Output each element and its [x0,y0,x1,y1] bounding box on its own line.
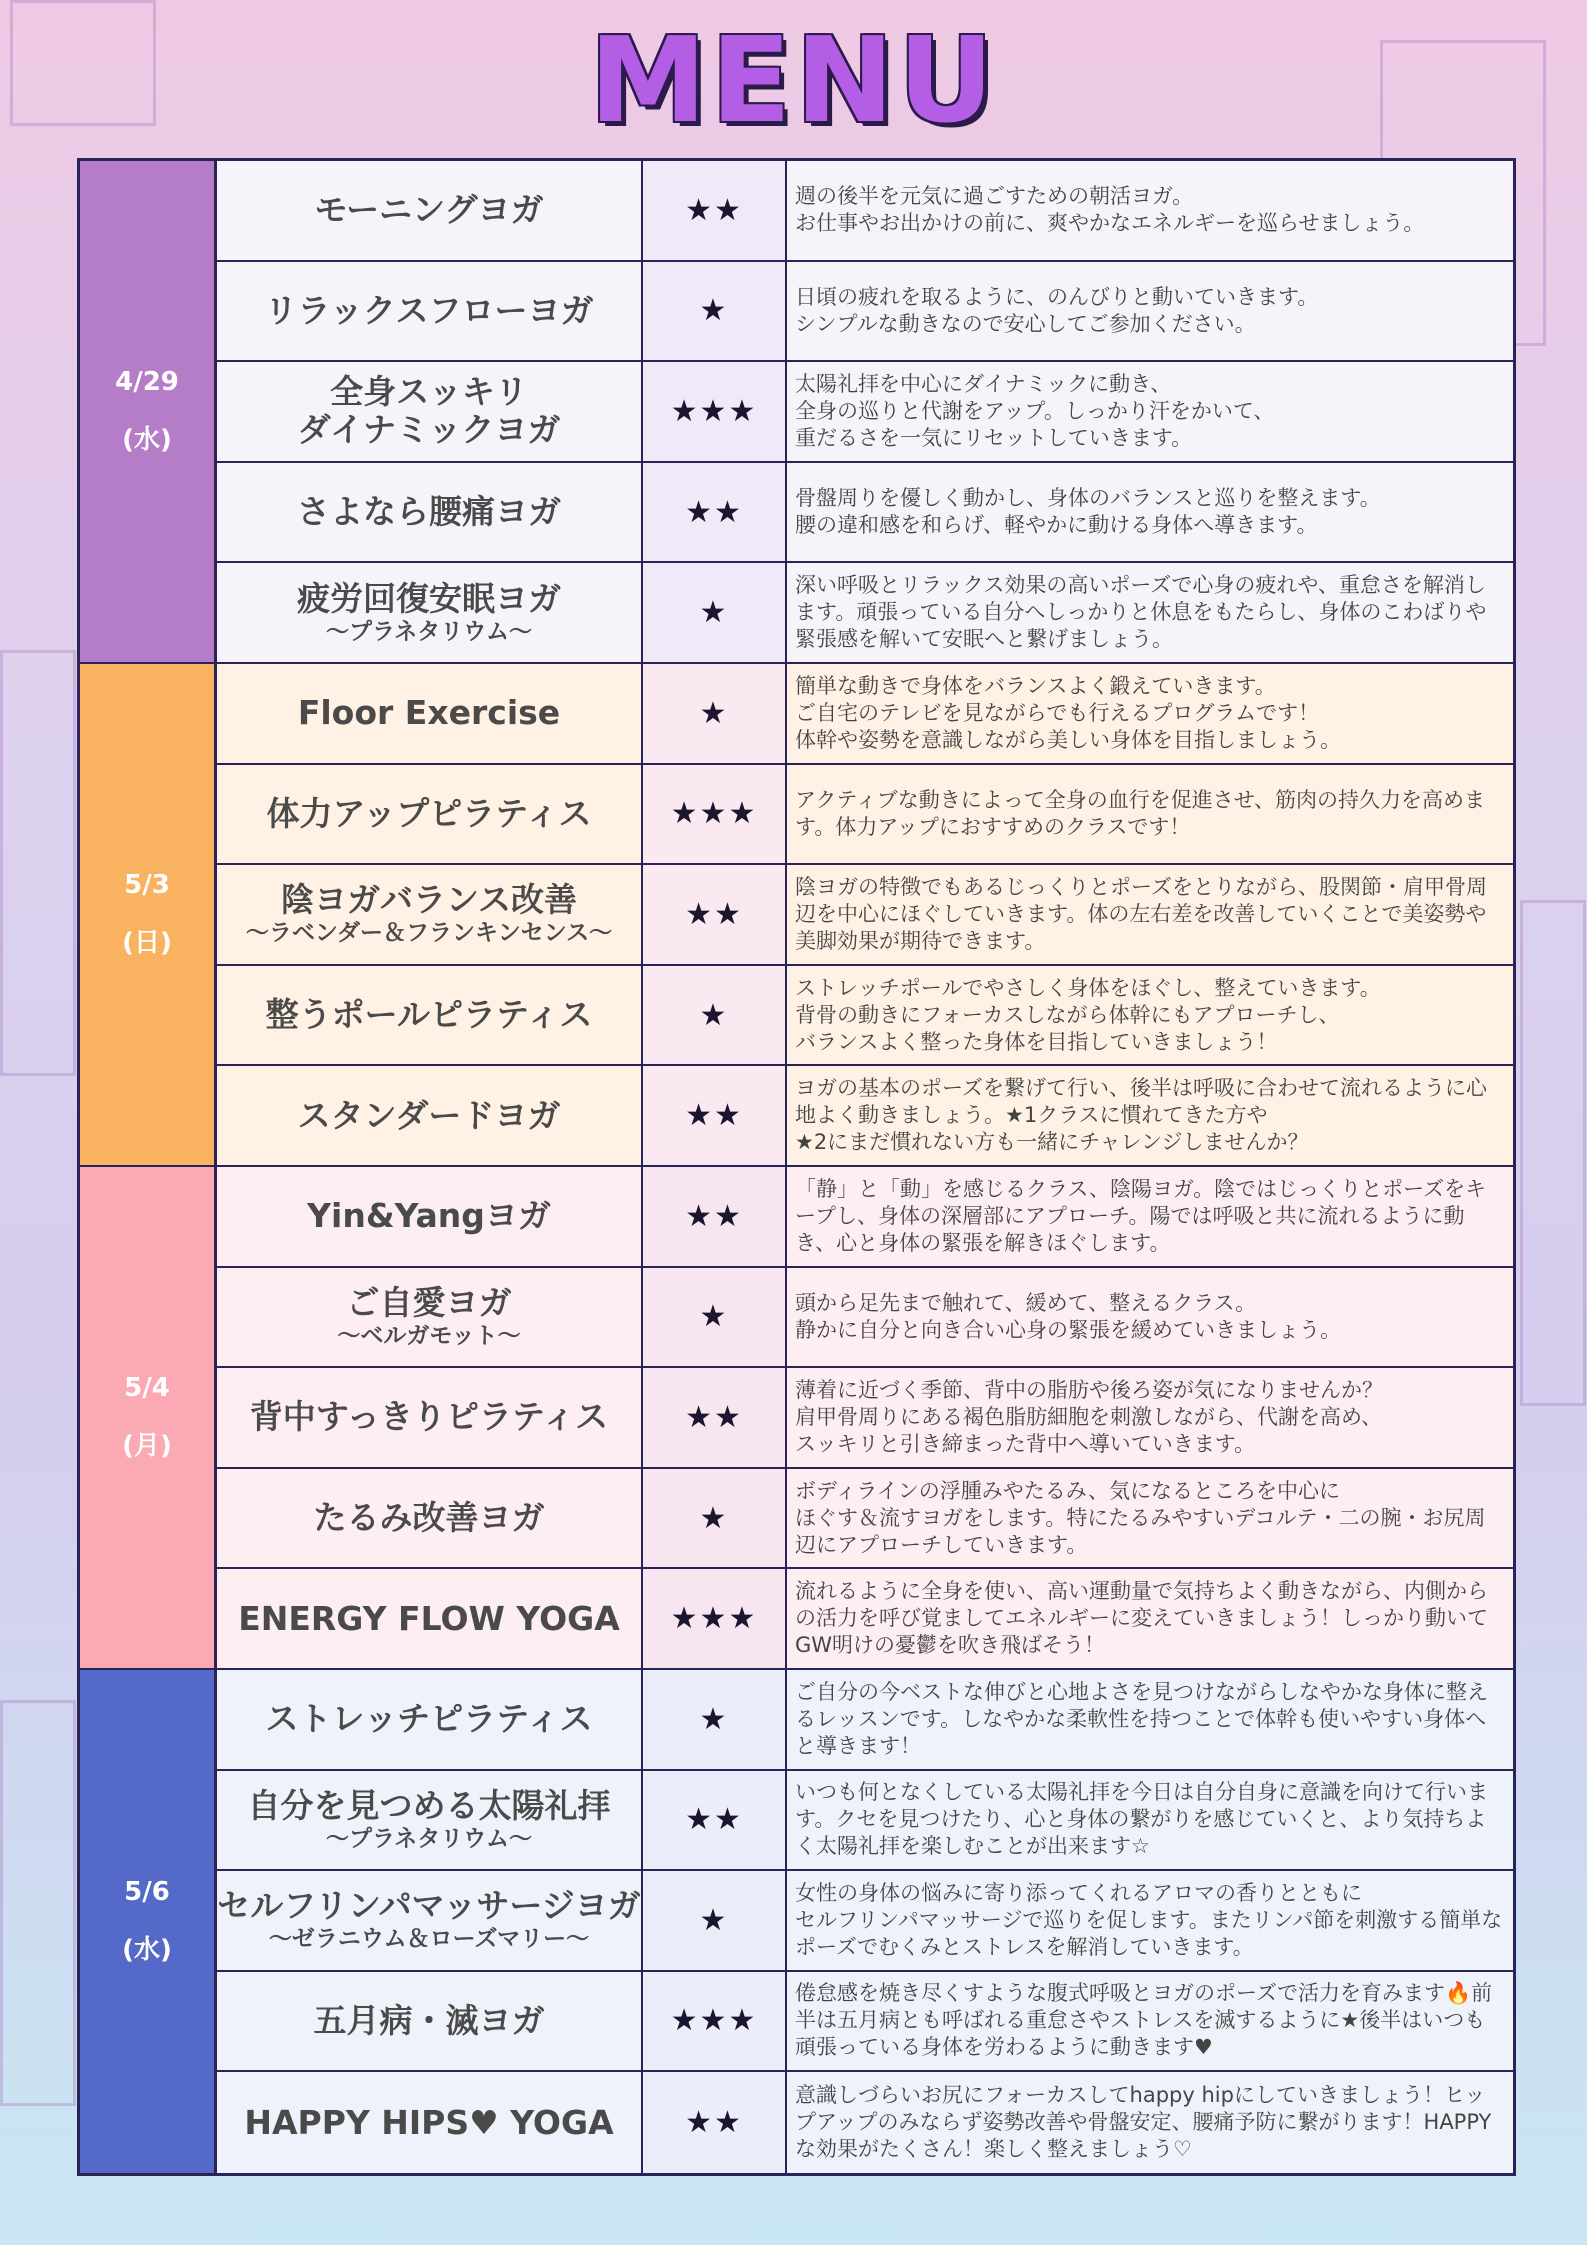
class-row [217,1066,1513,1167]
class-description: アクティブな動きによって全身の血行を促進させ、筋肉の持久力を高めます。体力アップにおすすめのクラスです！ [795,787,1486,839]
class-name-cell [217,1972,643,2071]
class-row [217,362,1513,463]
day-date: 4/29 [115,367,179,398]
class-row [217,161,1513,262]
class-name: 五月病・滅ヨガ [313,2000,545,2040]
day-group [80,664,1513,1167]
class-description: 薄着に近づく季節、背中の脂肪や後ろ姿が気になりませんか？ 肩甲骨周りにある褐色脂肪細胞を刺激しながら、代謝を高め、 スッキリと引き締まった背中へ導いていきます。 [795,1377,1383,1456]
class-name-cell [217,1871,643,1970]
class-row [217,865,1513,966]
class-name: 整うポールピラティス [265,995,593,1035]
class-subtitle: 〜プラネタリウム〜 [325,618,533,645]
day-group [80,1670,1513,2173]
class-name-cell [217,664,643,763]
class-name-cell [217,1167,643,1266]
day-weekday: (月) [122,1431,172,1462]
class-name-cell [217,865,643,964]
difficulty-stars: ★★★ [643,765,787,864]
day-date: 5/4 [124,1373,170,1404]
class-row [217,664,1513,765]
class-name: HAPPY HIPS♥ YOGA [244,2102,614,2142]
class-row [217,1268,1513,1369]
class-name-cell [217,1771,643,1870]
class-description: 日頃の疲れを取るように、のんびりと動いていきます。 シンプルな動きなので安心してご参加ください。 [795,284,1319,336]
class-description: 陰ヨガの特徴でもあるじっくりとポーズをとりながら、股関節・肩甲骨周辺を中心にほぐしていきます。体の左右差を改善していくことで美姿勢や美脚効果が期待できます。 [795,874,1487,953]
class-description: いつも何となくしている太陽礼拝を今日は自分自身に意識を向けて行います。クセを見つけたり、心と身体の繋がりを感じていくと、より気持ちよく太陽礼拝を楽しむことが出来ます☆ [795,1780,1488,1859]
class-name-cell [217,1368,643,1467]
class-name: リラックスフローヨガ [264,290,594,330]
class-name: Yin&Yangヨガ [307,1196,551,1236]
class-name-cell [217,1469,643,1568]
class-name: 自分を見つめる太陽礼拝 [247,1785,611,1825]
difficulty-stars: ★ [643,1469,787,1568]
difficulty-stars: ★★ [643,1167,787,1266]
class-name: セルフリンパマッサージヨガ [217,1886,641,1926]
difficulty-stars: ★★ [643,1368,787,1467]
class-description: 深い呼吸とリラックス効果の高いポーズで心身の疲れや、重怠さを解消します。頑張っている自分へしっかりと休息をもたらし、身体のこわばりや緊張感を解いて安眠へと繋げましょう。 [795,573,1487,652]
class-subtitle: 〜ベルガモット〜 [337,1322,521,1349]
class-row [217,563,1513,664]
class-name-cell [217,765,643,864]
difficulty-stars: ★ [643,664,787,763]
class-subtitle: 〜プラネタリウム〜 [325,1825,533,1852]
class-name-cell [217,1066,643,1165]
class-name-cell [217,161,643,260]
day-label [80,664,217,1167]
difficulty-stars: ★★★ [643,1972,787,2071]
class-row [217,262,1513,363]
class-description: ご自分の今ベストな伸びと心地よさを見つけながらしなやかな身体に整えるレッスンです。しなやかな柔軟性を持つことで体幹も使いやすい身体へと導きます！ [795,1679,1488,1758]
day-weekday: (水) [122,425,172,456]
class-description: 「静」と「動」を感じるクラス、陰陽ヨガ。陰ではじっくりとポーズをキープし、身体の深層部にアプローチ。陽では呼吸と共に流れるように動き、心と身体の緊張を解きほぐします。 [795,1176,1487,1255]
class-name: さよなら腰痛ヨガ [297,492,561,532]
class-name-cell [217,463,643,562]
class-row [217,1871,1513,1972]
class-row [217,765,1513,866]
class-row [217,1469,1513,1570]
difficulty-stars: ★★★ [643,1569,787,1668]
class-name-cell [217,262,643,361]
class-name-cell [217,1670,643,1769]
class-row [217,1771,1513,1872]
day-label [80,1167,217,1670]
difficulty-stars: ★★ [643,161,787,260]
class-row [217,1368,1513,1469]
class-name: たるみ改善ヨガ [313,1498,545,1538]
class-description: 流れるように全身を使い、高い運動量で気持ちよく動きながら、内側からの活力を呼び覚ましてエネルギーに変えていきましょう！しっかり動いてGW明けの憂鬱を吹き飛ばそう！ [795,1579,1488,1658]
class-name-cell [217,1268,643,1367]
class-name: モーニングヨガ [314,190,544,230]
class-description: 女性の身体の悩みに寄り添ってくれるアロマの香りとともに セルフリンパマッサージで巡りを促します。またリンパ節を刺激する簡単なポーズでむくみとストレスを解消していきます。 [795,1880,1503,1959]
day-date: 5/3 [124,870,170,901]
day-group [80,161,1513,664]
difficulty-stars: ★ [643,1268,787,1367]
difficulty-stars: ★ [643,966,787,1065]
difficulty-stars: ★★ [643,2072,787,2173]
class-description: 簡単な動きで身体をバランスよく鍛えていきます。 ご自宅のテレビを見ながらでも行えるプログラムです！ 体幹や姿勢を意識しながら美しい身体を目指しましょう。 [795,673,1341,752]
class-name-cell [217,362,643,461]
class-name-cell [217,2072,643,2173]
day-group [80,1167,1513,1670]
difficulty-stars: ★ [643,1670,787,1769]
class-description: 意識しづらいお尻にフォーカスしてhappy hipにしていきましょう！ヒップアップのみならず姿勢改善や骨盤安定、腰痛予防に繋がります！HAPPYな効果がたくさん！楽しく整えましょう♡ [795,2083,1492,2162]
day-weekday: (水) [122,1935,172,1966]
title-area [0,11,1587,149]
class-row [217,463,1513,564]
day-date: 5/6 [124,1877,170,1908]
class-name: 陰ヨガバランス改善 [280,880,577,920]
difficulty-stars: ★ [643,1871,787,1970]
difficulty-stars: ★★ [643,463,787,562]
class-description: 骨盤周りを優しく動かし、身体のバランスと巡りを整えます。 腰の違和感を和らげ、軽やかに動ける身体へ導きます。 [795,486,1381,538]
difficulty-stars: ★★ [643,1066,787,1165]
difficulty-stars: ★★ [643,865,787,964]
class-row [217,1569,1513,1670]
class-description: 週の後半を元気に過ごすための朝活ヨガ。 お仕事やお出かけの前に、爽やかなエネルギーを巡らせましょう。 [795,184,1425,236]
class-name-cell [217,1569,643,1668]
class-description: ヨガの基本のポーズを繋げて行い、後半は呼吸に合わせて流れるように心地よく動きましょう。★1クラスに慣れてきた方や ★2にまだ慣れない方も一緒にチャレンジしませんか？ [795,1076,1487,1155]
class-name-cell [217,966,643,1065]
class-row [217,1670,1513,1771]
class-name: ストレッチピラティス [265,1699,593,1739]
class-subtitle: 〜ラベンダー＆フランキンセンス〜 [245,920,613,947]
class-name: 疲労回復安眠ヨガ [297,578,561,618]
menu-title: MENU [589,11,998,149]
class-name: 全身スッキリ ダイナミックヨガ [297,372,561,450]
difficulty-stars: ★★★ [643,362,787,461]
class-name: スタンダードヨガ [297,1095,561,1135]
day-label [80,1670,217,2173]
class-row [217,966,1513,1067]
class-name-cell [217,563,643,662]
difficulty-stars: ★ [643,262,787,361]
difficulty-stars: ★★ [643,1771,787,1870]
class-row [217,2072,1513,2173]
class-subtitle: 〜ゼラニウム＆ローズマリー〜 [268,1926,590,1953]
class-name: 背中すっきりピラティス [249,1397,609,1437]
difficulty-stars: ★ [643,563,787,662]
schedule-table [77,158,1516,2176]
day-weekday: (日) [122,928,172,959]
class-name: ご自愛ヨガ [346,1282,512,1322]
class-name: Floor Exercise [297,693,561,733]
class-description: 倦怠感を焼き尽くすような腹式呼吸とヨガのポーズで活力を育みます🔥前半は五月病とも呼ばれる重怠さやストレスを滅するように★後半はいつも頑張っている身体を労わるように動きます♥ [795,1981,1493,2060]
day-label [80,161,217,664]
class-row [217,1972,1513,2073]
class-description: 頭から足先まで触れて、緩めて、整えるクラス。 静かに自分と向き合い心身の緊張を緩めていきましょう。 [795,1290,1341,1342]
class-row [217,1167,1513,1268]
class-description: 太陽礼拝を中心にダイナミックに動き、 全身の巡りと代謝をアップ。しっかり汗をかいて、 重だるさを一気にリセットしていきます。 [795,371,1275,450]
class-name: ENERGY FLOW YOGA [238,1598,620,1638]
class-description: ボディラインの浮腫みやたるみ、気になるところを中心に ほぐす＆流すヨガをします。特にたるみやすいデコルテ・二の腕・お尻周辺にアプローチしていきます。 [795,1478,1486,1557]
class-description: ストレッチポールでやさしく身体をほぐし、整えていきます。 背骨の動きにフォーカスしながら体幹にもアプローチし、 バランスよく整った身体を目指していきましょう！ [795,975,1381,1054]
class-name: 体力アップピラティス [266,793,592,833]
